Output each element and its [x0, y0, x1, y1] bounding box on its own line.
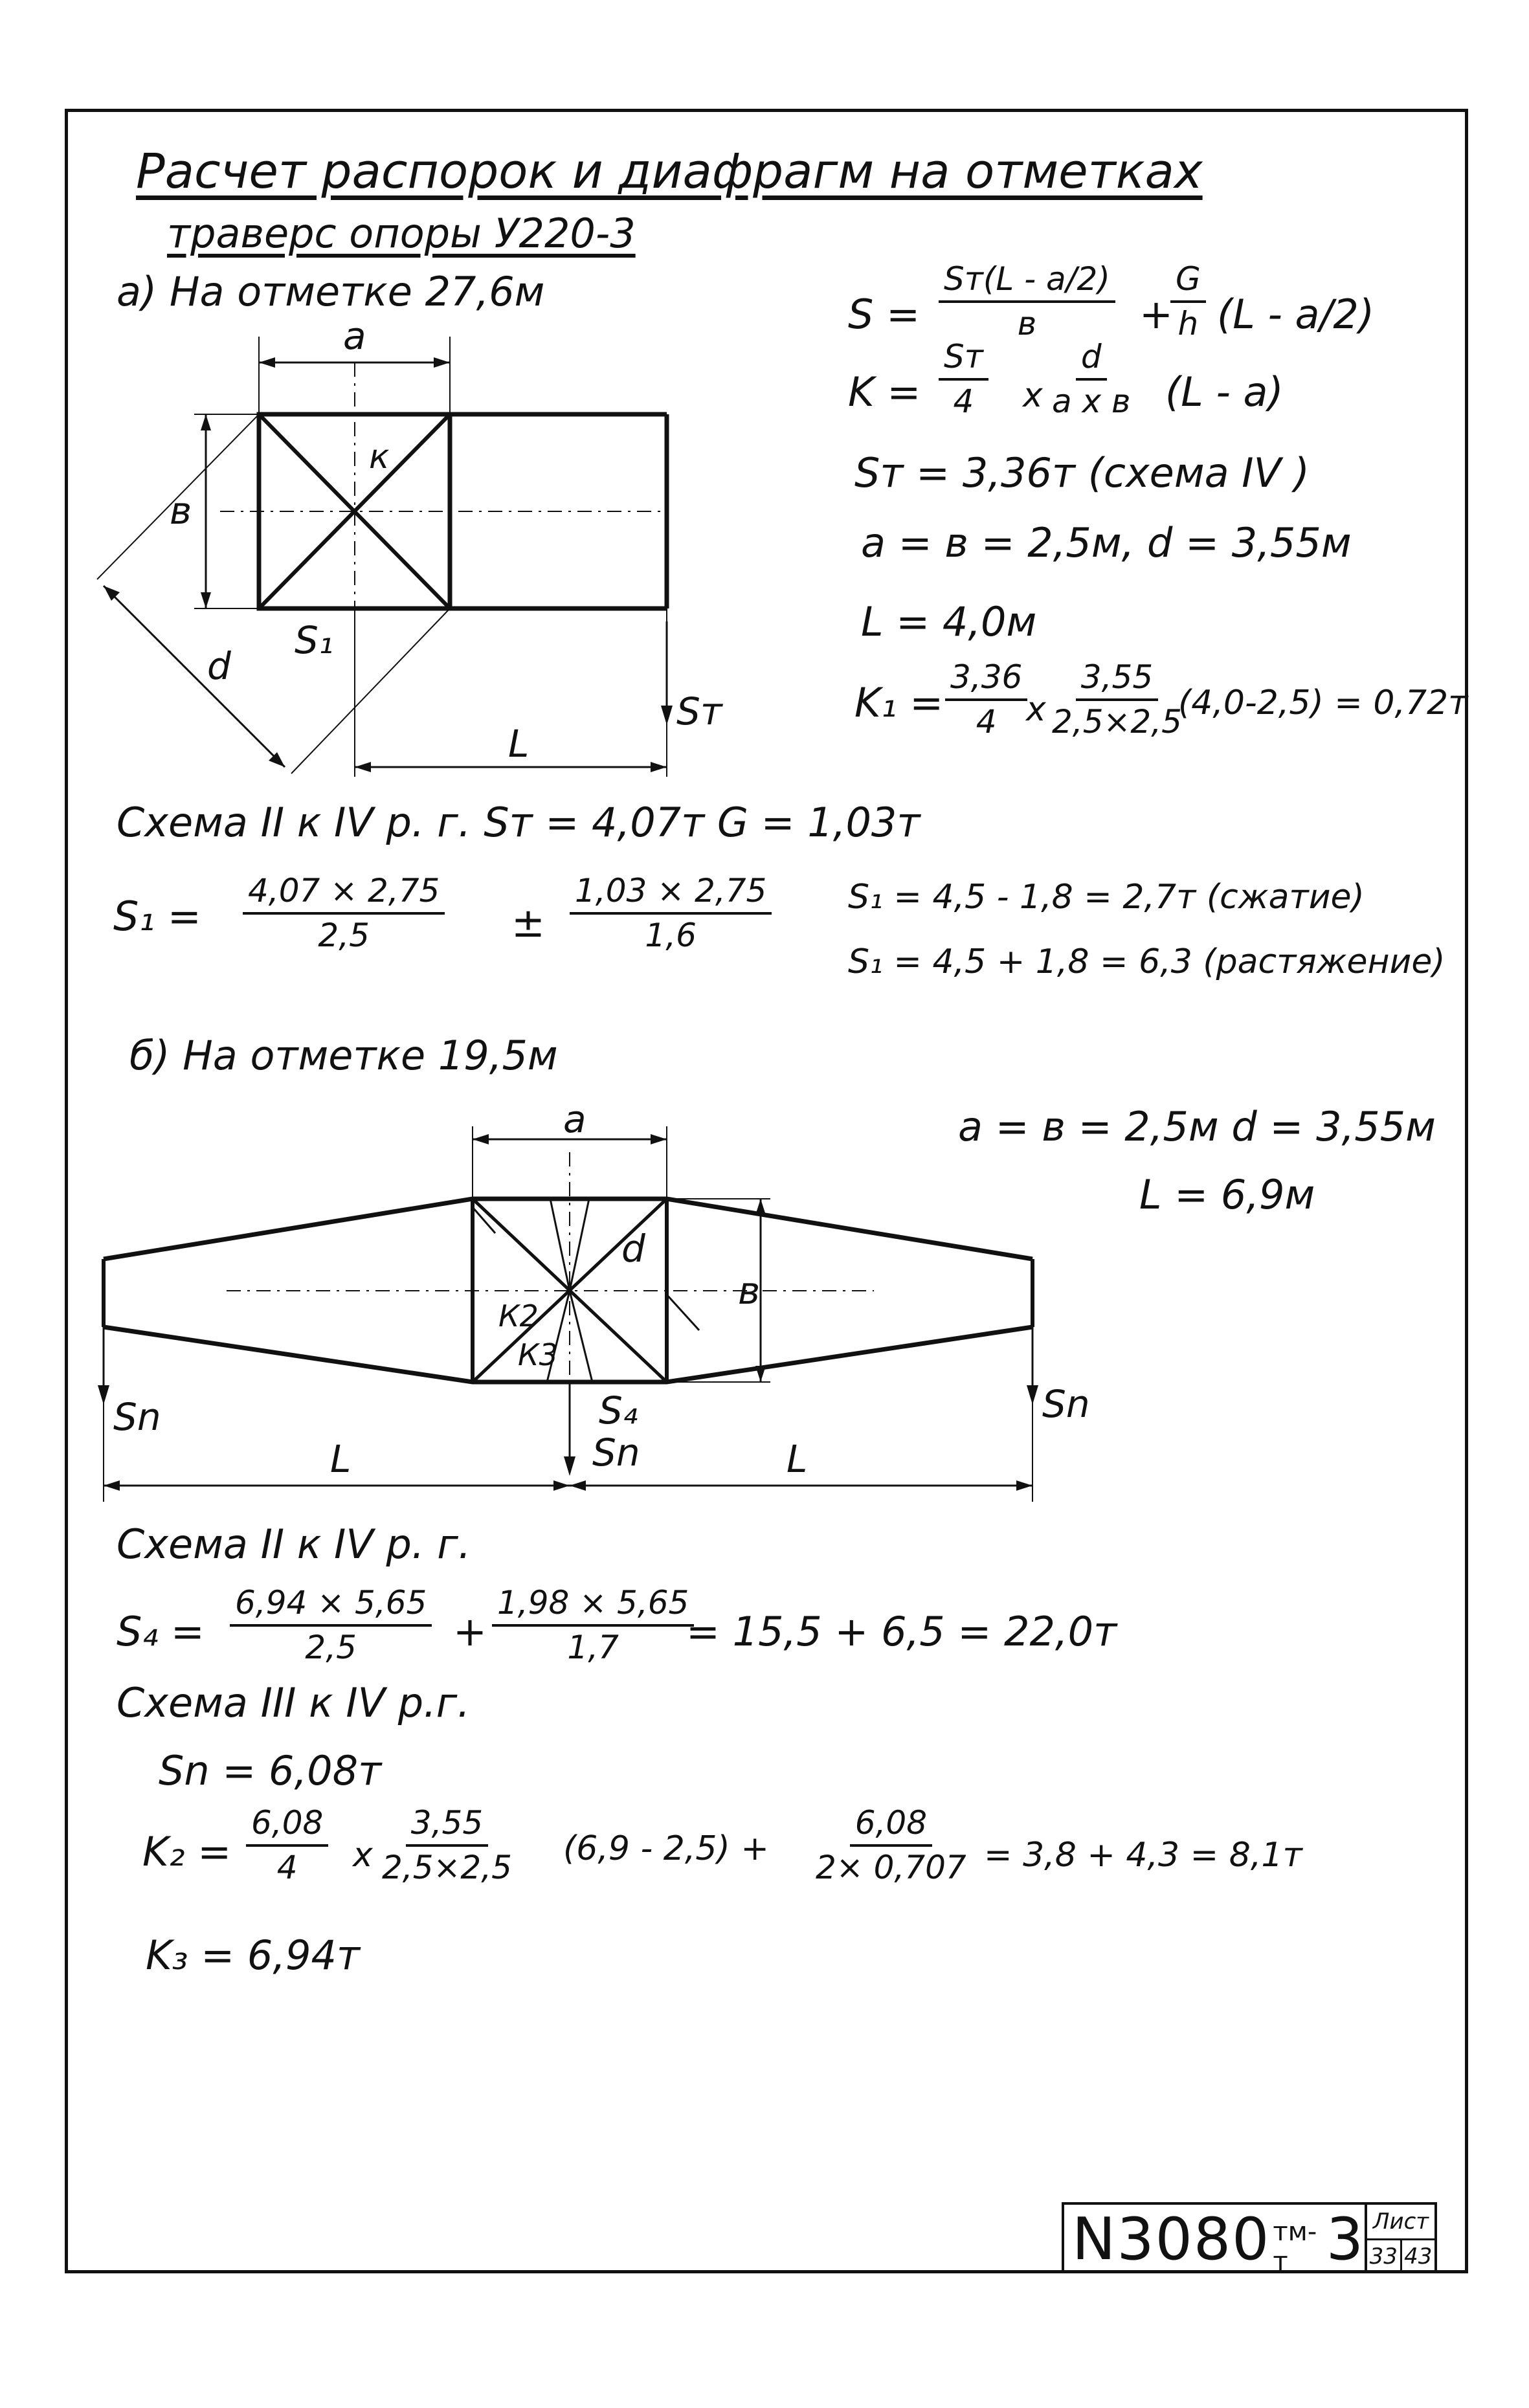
formula-k-lhs: K = [848, 368, 921, 416]
k1-num1: 3,36 [945, 660, 1027, 701]
dwg-a-label-s1: S₁ [295, 618, 334, 662]
formula-s-lhs: S = [848, 291, 921, 338]
s1-pm: ± [511, 899, 545, 946]
sheet-label: Лист [1367, 2205, 1434, 2240]
l-line-b: L = 6,9м [1139, 1171, 1315, 1218]
dwg-a-label-l: L [508, 722, 530, 766]
s4-num1: 6,94 × 5,65 [230, 1586, 432, 1627]
k2-num1: 6,08 [246, 1806, 328, 1847]
dwg-b-label-k2: К2 [498, 1299, 539, 1333]
s1-lhs: S₁ = [113, 893, 201, 940]
scheme-b-line: Схема II к IV р. г. [117, 1521, 471, 1568]
formula-s-num1: Sт(L - a/2) [939, 262, 1115, 303]
k2-den3: 2× 0,707 [816, 1848, 966, 1886]
formula-s-tail: (L - a/2) [1217, 291, 1375, 338]
s1-frac2 [570, 874, 772, 952]
s1-frac1 [243, 874, 445, 952]
s4-plus: + [453, 1608, 487, 1655]
k1-num2: 3,55 [1076, 660, 1158, 701]
l-line-a: L = 4,0м [861, 598, 1037, 645]
k1-times: x [1026, 690, 1046, 729]
s4-frac1 [230, 1586, 432, 1664]
k2-frac3 [816, 1806, 966, 1884]
scheme-a-line: Схема II к IV р. г. Sт = 4,07т G = 1,03т [117, 799, 921, 846]
k2-num2: 3,55 [406, 1806, 488, 1847]
s1-num1: 4,07 × 2,75 [243, 874, 445, 915]
k2-times: x [353, 1836, 373, 1875]
formula-s-num2: G [1170, 262, 1206, 303]
drawing-code [1064, 2205, 1367, 2277]
drawing-code-number: 3 [1326, 2205, 1365, 2273]
formula-k-times: x [1023, 376, 1043, 415]
page-title: Расчет распорок и диафрагм на отметках [136, 144, 1203, 199]
sn-line: Sn = 6,08т [159, 1747, 382, 1794]
s4-den2: 1,7 [567, 1628, 619, 1666]
dwg-b-label-l-left: L [330, 1437, 352, 1481]
k2-num3: 6,08 [850, 1806, 932, 1847]
dwg-a-label-k: к [369, 438, 390, 476]
title-block-stamp [1062, 2202, 1437, 2277]
k2-den1: 4 [276, 1848, 298, 1886]
dims-line-b: а = в = 2,5м d = 3,55м [958, 1103, 1436, 1150]
dims-line-a: а = в = 2,5м, d = 3,55м [861, 519, 1352, 566]
sheets-total: 43 [1404, 2244, 1433, 2270]
formula-s-den1: в [1017, 304, 1037, 342]
st-line: Sт = 3,36т (схема IV ) [854, 449, 1310, 496]
dwg-a-label-a: a [343, 314, 366, 358]
s4-lhs: S₄ = [117, 1608, 205, 1655]
sheet-number: 33 [1367, 2240, 1402, 2274]
drawing-code-suffix: тм-т [1273, 2217, 1317, 2277]
k1-den1: 4 [976, 702, 997, 741]
formula-k-den1: 4 [953, 382, 974, 420]
dwg-b-label-b: в [738, 1269, 761, 1313]
s1-den1: 2,5 [318, 916, 370, 954]
k1-den2: 2,5×2,5 [1052, 702, 1182, 741]
s4-tail: = 15,5 + 6,5 = 22,0т [686, 1608, 1117, 1655]
s1-tension: S₁ = 4,5 + 1,8 = 6,3 (растяжение) [848, 942, 1445, 981]
dwg-b-label-k3: К3 [518, 1337, 558, 1372]
sheet-cell [1367, 2205, 1434, 2273]
k2-frac2 [382, 1806, 512, 1884]
dwg-b-label-l-right: L [787, 1437, 808, 1481]
section-a-heading: а) На отметке 27,6м [117, 268, 545, 315]
formula-k-num2: d [1076, 340, 1107, 381]
k2-den2: 2,5×2,5 [382, 1848, 512, 1886]
s4-frac2 [492, 1586, 694, 1664]
formula-k-den2: a x в [1052, 382, 1131, 420]
k2-mid: (6,9 - 2,5) + [563, 1829, 769, 1868]
s4-num2: 1,98 × 5,65 [492, 1586, 694, 1627]
s1-num2: 1,03 × 2,75 [570, 874, 772, 915]
s1-den2: 1,6 [645, 916, 697, 954]
k2-tail: = 3,8 + 4,3 = 8,1т [984, 1836, 1302, 1875]
dwg-b-label-sn-right: Sn [1042, 1382, 1090, 1426]
drawing-b [98, 1126, 1038, 1502]
s4-den1: 2,5 [305, 1628, 357, 1666]
dwg-b-label-s4: S₄ [599, 1388, 638, 1433]
k1-tail: (4,0-2,5) = 0,72т [1178, 684, 1468, 722]
drawing-code-main: N3080 [1072, 2205, 1271, 2273]
dwg-a-label-b: в [170, 489, 192, 533]
formula-k-tail: (L - a) [1165, 368, 1284, 416]
dwg-a-label-st: Sт [676, 689, 722, 733]
section-b-heading: б) На отметке 19,5м [129, 1032, 558, 1079]
s1-compress: S₁ = 4,5 - 1,8 = 2,7т (сжатие) [848, 878, 1365, 917]
k3-line: K₃ = 6,94т [146, 1932, 361, 1979]
dwg-b-label-sn-left: Sn [113, 1395, 161, 1439]
dwg-b-label-d: d [621, 1227, 645, 1271]
page-subtitle: траверс опоры У220-3 [167, 210, 636, 257]
dwg-b-label-sn-mid: Sn [592, 1431, 640, 1475]
drawing-a [97, 337, 673, 777]
dwg-a-label-d: d [207, 644, 231, 688]
k1-lhs: K₁ = [854, 679, 944, 726]
k2-lhs: K₂ = [142, 1828, 232, 1875]
scheme-b-line2: Схема III к IV р.г. [117, 1679, 471, 1726]
formula-k-num1: Sт [939, 340, 988, 381]
sheet-numbers [1367, 2240, 1434, 2274]
dwg-b-label-a: a [563, 1097, 586, 1141]
formula-s-plus: + [1139, 291, 1173, 338]
k2-frac1 [246, 1806, 328, 1884]
formula-s-den2: h [1177, 304, 1199, 342]
